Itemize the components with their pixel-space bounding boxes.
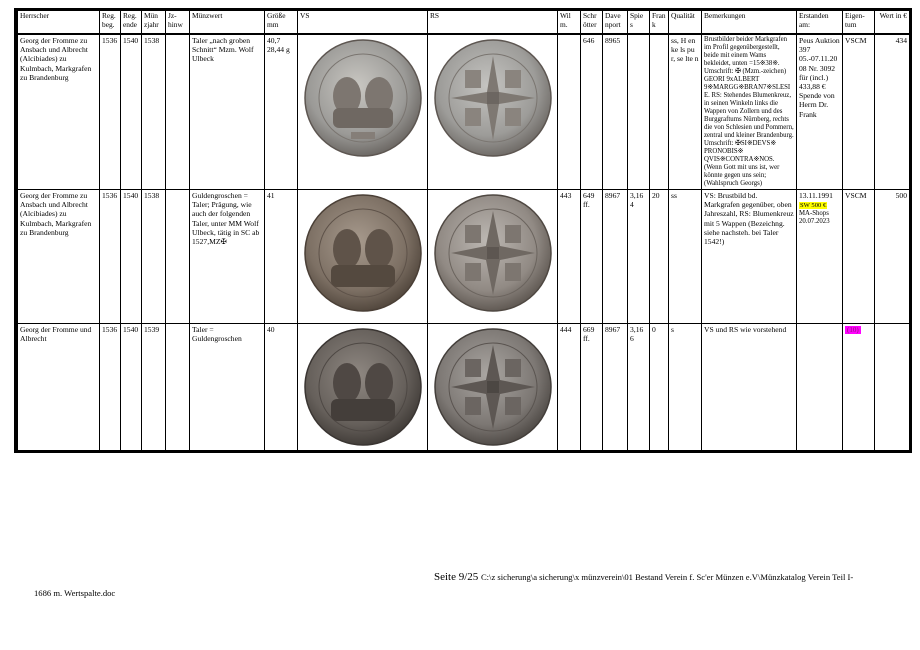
cell-davenport: 8965 bbox=[603, 34, 628, 190]
col-header-jz-hinw: Jz- hinw bbox=[166, 11, 190, 34]
file-path: C:\z sicherung\a sicherung\x münzverein\01 Bestand Verein f. Sc'er Münzen e.V\Münzkatalog Verein Teil I- bbox=[480, 572, 854, 582]
cell-wert: 434 bbox=[875, 34, 910, 190]
cell-groesse: 41 bbox=[265, 190, 298, 324]
page-number: Seite 9/25 bbox=[434, 571, 479, 583]
cell-herrscher: Georg der Fromme zu Ansbach und Albrecht (Alcibiades) zu Kulmbach, Markgrafen zu Brandenburg bbox=[18, 190, 100, 324]
col-header-rs: RS bbox=[428, 11, 558, 34]
col-header-groesse: Größe mm bbox=[265, 11, 298, 34]
col-header-vs: VS bbox=[298, 11, 428, 34]
col-header-davenport: Dave nport bbox=[603, 11, 628, 34]
cell-wilm: 444 bbox=[558, 324, 581, 453]
cell-spies: 3,16 6 bbox=[628, 324, 650, 453]
cell-qualitaet: ss bbox=[669, 190, 702, 324]
cell-wilm: 443 bbox=[558, 190, 581, 324]
cell-frank bbox=[650, 34, 669, 190]
col-header-bemerkungen: Bemerkungen bbox=[702, 11, 797, 34]
table-row bbox=[18, 190, 910, 324]
col-header-qualitaet: Qualität bbox=[669, 11, 702, 34]
cell-davenport: 8967 bbox=[603, 190, 628, 324]
cell-frank: 20 bbox=[650, 190, 669, 324]
cell-schroetter: 649 ff. bbox=[581, 190, 603, 324]
cell-groesse: 40 bbox=[265, 324, 298, 453]
col-header-reg-ende: Reg. ende bbox=[121, 11, 142, 34]
coin-obverse-image bbox=[303, 327, 423, 447]
ma-shops-note: MA-Shops 20.07.2023 bbox=[799, 210, 830, 226]
table-row bbox=[18, 324, 910, 453]
cell-reg-ende: 1540 bbox=[121, 190, 142, 324]
cell-spies bbox=[628, 34, 650, 190]
cell-schroetter: 669 ff. bbox=[581, 324, 603, 453]
cell-vs bbox=[298, 34, 428, 190]
cell-muenzwert: Guldengroschen = Taler; Prägung, wie auch der folgenden Taler, unter MM Wolf Ulbeck, tätig in SC ab 1527,MZ✠ bbox=[190, 190, 265, 324]
cell-rs bbox=[428, 324, 558, 453]
eigentum-highlight-badge: (10) bbox=[847, 326, 859, 334]
cell-herrscher: Georg der Fromme zu Ansbach und Albrecht (Alcibiades) zu Kulmbach, Markgrafen zu Brandenburg bbox=[18, 34, 100, 190]
coin-obverse-image bbox=[303, 193, 423, 313]
cell-vs bbox=[298, 190, 428, 324]
cell-eigentum: VSCM bbox=[843, 190, 875, 324]
cell-muenzjahr: 1538 bbox=[142, 34, 166, 190]
cell-vs bbox=[298, 324, 428, 453]
cell-erstanden bbox=[797, 190, 843, 324]
erstanden-date: 13.11.1991 bbox=[799, 191, 833, 200]
cell-bemerkungen: VS und RS wie vorstehend bbox=[702, 324, 797, 453]
col-header-herrscher: Herrscher bbox=[18, 11, 100, 34]
cell-frank: 0 bbox=[650, 324, 669, 453]
cell-jz-hinw bbox=[166, 190, 190, 324]
page-footer bbox=[434, 571, 853, 583]
cell-muenzwert: Taler „nach groben Schnitt“ Mzm. Wolf Ulbeck bbox=[190, 34, 265, 190]
cell-qualitaet: s bbox=[669, 324, 702, 453]
coin-reverse-image bbox=[433, 38, 553, 158]
cell-spies: 3,16 4 bbox=[628, 190, 650, 324]
cell-groesse: 40,7 28,44 g bbox=[265, 34, 298, 190]
cell-reg-ende: 1540 bbox=[121, 34, 142, 190]
cell-jz-hinw bbox=[166, 324, 190, 453]
col-header-muenzwert: Münzwert bbox=[190, 11, 265, 34]
cell-erstanden: Peus Auktion 397 05.-07.11.2008 Nr. 3092 für (incl.) 433,88 € Spende von Herrn Dr. Frank bbox=[797, 34, 843, 190]
coin-catalog-table bbox=[17, 11, 910, 453]
cell-wert bbox=[875, 324, 910, 453]
cell-reg-beg: 1536 bbox=[100, 34, 121, 190]
cell-davenport: 8967 bbox=[603, 324, 628, 453]
cell-reg-beg: 1536 bbox=[100, 190, 121, 324]
cell-reg-ende: 1540 bbox=[121, 324, 142, 453]
cell-eigentum: VSCM bbox=[843, 34, 875, 190]
cell-erstanden bbox=[797, 324, 843, 453]
col-header-wert: Wert in € bbox=[875, 11, 910, 34]
cell-muenzjahr: 1539 bbox=[142, 324, 166, 453]
cell-muenzjahr: 1538 bbox=[142, 190, 166, 324]
cell-bemerkungen: Brustbilder beider Markgrafen im Profil gegenübergestellt, beide mit einem Wams bekleidet, unten =15※38※. Umschrift: ✠ (Mzm.-zeichen) GEORI 9xALBERT 9※MARGG※BRAN7※SLESIE. RS: Stehendes Blumenkreuz, in seinen Winkeln links die Wappen von Zollern und des Burggraftums Nürnberg, rechts die von Schlesien und Pommern, zentral und kleiner Brandenburg. Umschrift: ✠SI※DEVS※ PRONOBIS※ QVIS※CONTRA※NOS. (Wenn Gott mit uns ist, wer könnte gegen uns sein; (Wahlspruch Georgs) bbox=[702, 34, 797, 190]
cell-wert: 500 bbox=[875, 190, 910, 324]
cell-muenzwert: Taler = Guldengroschen bbox=[190, 324, 265, 453]
cell-rs bbox=[428, 190, 558, 324]
col-header-muenzjahr: Mün zjahr bbox=[142, 11, 166, 34]
col-header-eigentum: Eigen- tum bbox=[843, 11, 875, 34]
cell-bemerkungen: VS: Brustbild bd. Markgrafen gegenüber, oben Jahreszahl, RS: Blumenkreuz mit 5 Wappen (Bezeichng. siehe nachsteh. bei Taler 1542!) bbox=[702, 190, 797, 324]
col-header-erstanden: Erstanden am: bbox=[797, 11, 843, 34]
cell-schroetter: 646 bbox=[581, 34, 603, 190]
cell-qualitaet: ss, H en ke ls pu r, se lte n bbox=[669, 34, 702, 190]
coin-reverse-image bbox=[433, 193, 553, 313]
cell-reg-beg: 1536 bbox=[100, 324, 121, 453]
col-header-spies: Spie s bbox=[628, 11, 650, 34]
cell-wilm bbox=[558, 34, 581, 190]
coin-obverse-image bbox=[303, 38, 423, 158]
coin-reverse-image bbox=[433, 327, 553, 447]
col-header-frank: Fran k bbox=[650, 11, 669, 34]
header-row bbox=[18, 11, 910, 34]
catalog-sheet bbox=[14, 8, 912, 453]
table-row bbox=[18, 34, 910, 190]
col-header-schroetter: Schr ötter bbox=[581, 11, 603, 34]
col-header-reg-beg: Reg. beg. bbox=[100, 11, 121, 34]
cell-jz-hinw bbox=[166, 34, 190, 190]
file-name: 1686 m. Wertspalte.doc bbox=[34, 588, 116, 598]
cell-herrscher: Georg der Fromme und Albrecht bbox=[18, 324, 100, 453]
sw-price-badge: SW 500 € bbox=[800, 202, 827, 210]
cell-eigentum bbox=[843, 324, 875, 453]
cell-rs bbox=[428, 34, 558, 190]
col-header-wilm: Wil m. bbox=[558, 11, 581, 34]
